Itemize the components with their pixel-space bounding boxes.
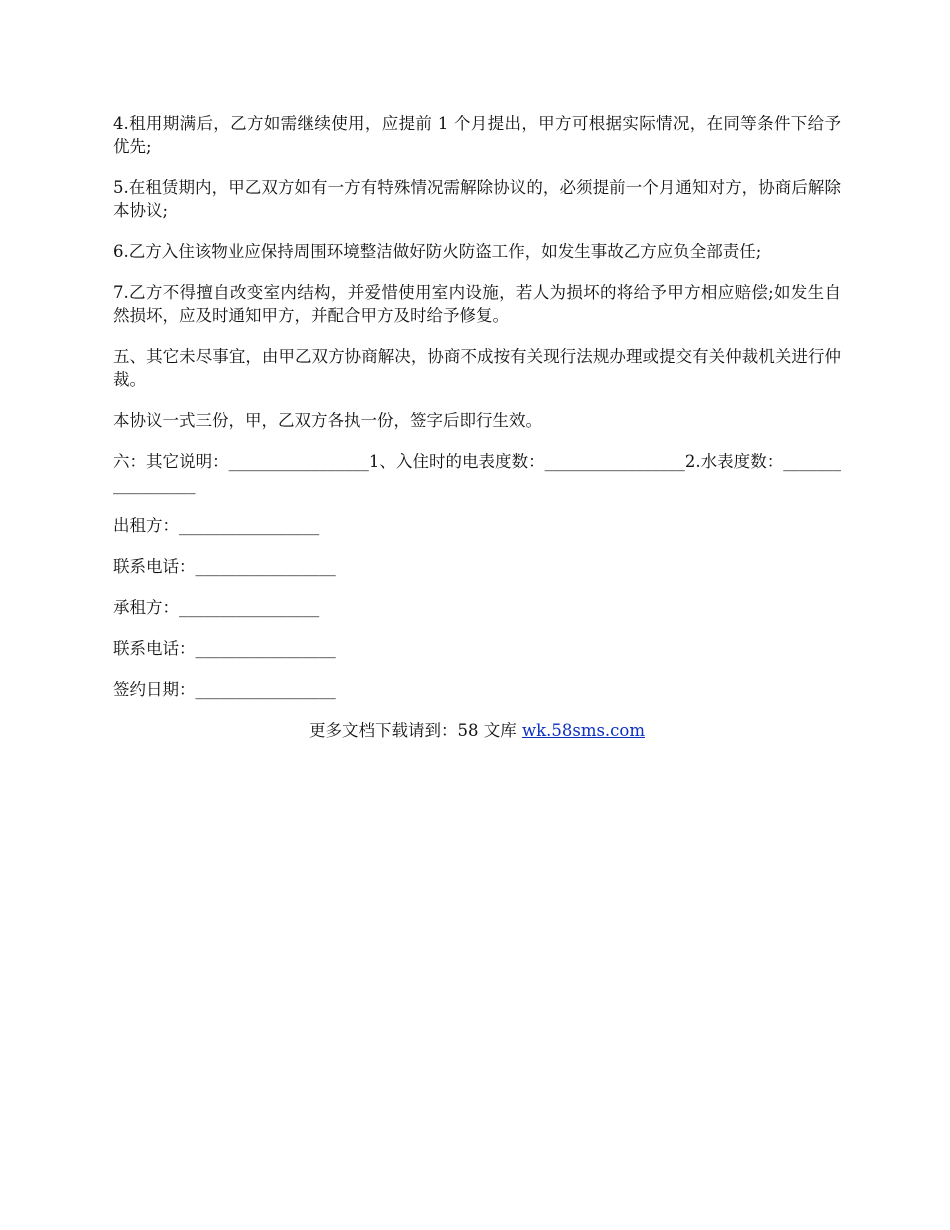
lessor-signature-field: 出租方：_________________	[113, 516, 320, 535]
lessor-phone-field: 联系电话：_________________	[113, 557, 336, 576]
copies-statement: 本协议一式三份，甲，乙双方各执一份，签字后即行生效。	[113, 411, 542, 430]
document-page	[113, 112, 841, 742]
clause-4: 4.租用期满后，乙方如需继续使用，应提前 1 个月提出，甲方可根据实际情况，在同等条件下给予优先;	[113, 114, 841, 156]
footer-link[interactable]: wk.58sms.com	[521, 721, 645, 740]
sign-date-field: 签约日期：_________________	[113, 680, 336, 699]
section-6-other-notes: 六：其它说明：_________________1、入住时的电表度数：_________________2.水表度数：_________________	[113, 452, 841, 494]
lessee-phone-field: 联系电话：_________________	[113, 639, 336, 658]
clause-7: 7.乙方不得擅自改变室内结构，并爱惜使用室内设施，若人为损坏的将给予甲方相应赔偿;如发生自然损坏，应及时通知甲方，并配合甲方及时给予修复。	[113, 283, 841, 325]
clause-5: 5.在租赁期内，甲乙双方如有一方有特殊情况需解除协议的，必须提前一个月通知对方，协商后解除本协议;	[113, 178, 841, 220]
section-5-other-matters: 五、其它未尽事宜，由甲乙双方协商解决，协商不成按有关现行法规办理或提交有关仲裁机关进行仲裁。	[113, 347, 841, 389]
clause-6: 6.乙方入住该物业应保持周围环境整洁做好防火防盗工作，如发生事故乙方应负全部责任;	[113, 242, 762, 261]
footer-text: 更多文档下载请到：58 文库	[308, 721, 522, 740]
lessee-signature-field: 承租方：_________________	[113, 598, 320, 617]
footer	[113, 719, 841, 742]
